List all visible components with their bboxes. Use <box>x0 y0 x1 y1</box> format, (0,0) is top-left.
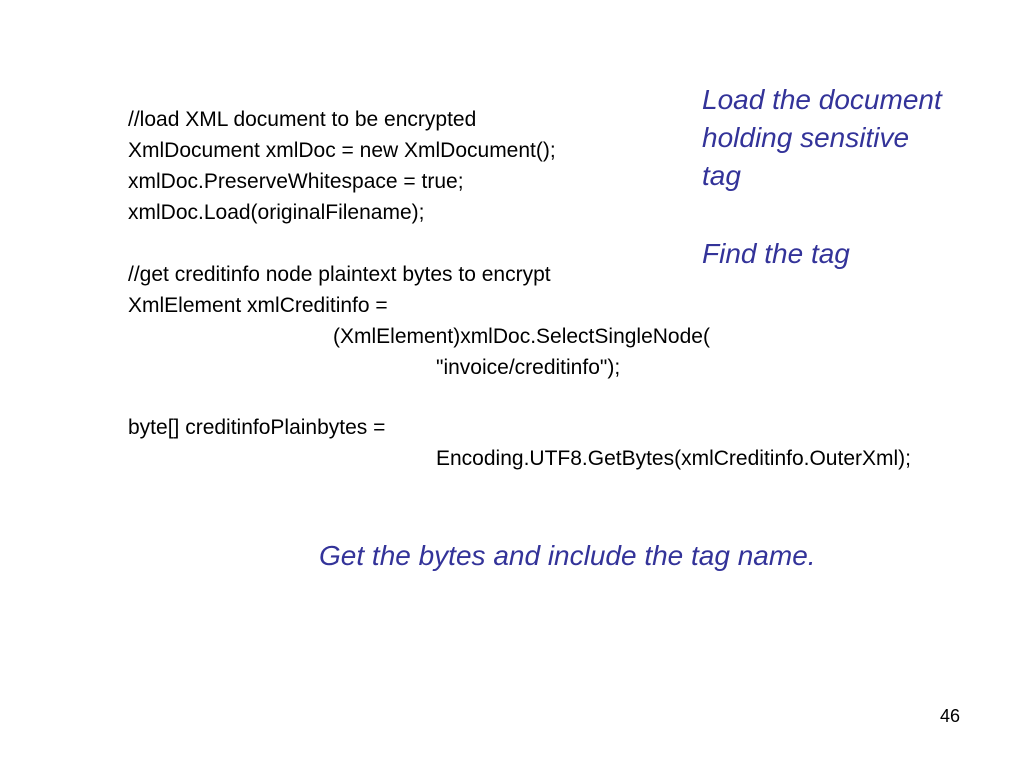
code-line-get-bytes: Encoding.UTF8.GetBytes(xmlCreditinfo.OuterXml); <box>436 447 911 470</box>
code-line-xmlelement-declaration: XmlElement xmlCreditinfo = <box>128 294 388 317</box>
code-line-byte-array-declaration: byte[] creditinfoPlainbytes = <box>128 416 386 439</box>
note-load-document-line-3: tag <box>702 160 741 191</box>
code-line-select-single-node: (XmlElement)xmlDoc.SelectSingleNode( <box>333 325 710 348</box>
code-line-comment-load: //load XML document to be encrypted <box>128 108 477 131</box>
note-load-document-line-2: holding sensitive <box>702 122 910 153</box>
note-find-tag: Find the tag <box>702 238 850 269</box>
code-line-load-file: xmlDoc.Load(originalFilename); <box>128 201 425 224</box>
note-load-document <box>702 81 942 195</box>
code-line-xmldocument-declaration: XmlDocument xmlDoc = new XmlDocument(); <box>128 139 556 162</box>
code-line-xpath-argument: "invoice/creditinfo"); <box>436 356 621 379</box>
page-number: 46 <box>940 706 961 726</box>
note-load-document-line-1: Load the document <box>702 84 942 115</box>
code-line-comment-get-node: //get creditinfo node plaintext bytes to encrypt <box>128 263 551 286</box>
code-line-preserve-whitespace: xmlDoc.PreserveWhitespace = true; <box>128 170 464 193</box>
note-get-bytes: Get the bytes and include the tag name. <box>319 540 816 571</box>
